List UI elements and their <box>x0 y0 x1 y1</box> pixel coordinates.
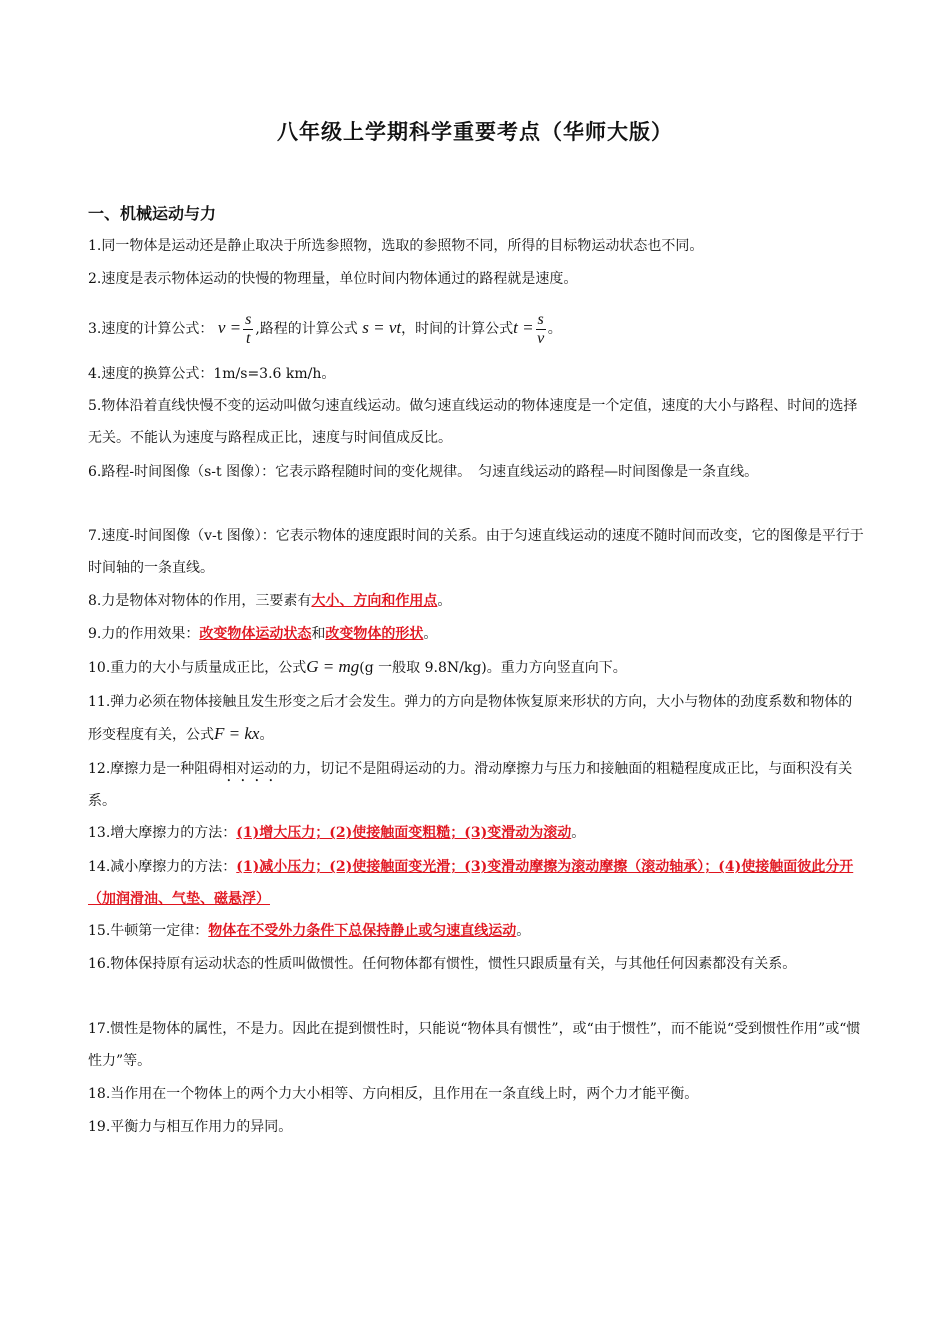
text-segment: 。 <box>516 923 531 939</box>
list-item <box>88 686 866 751</box>
list-item: 7.速度-时间图像（v-t 图像）：它表示物体的速度跟时间的关系。由于匀速直线运动的速度不随时间而改变，它的图像是平行于时间轴的一条直线。 <box>88 528 864 576</box>
section-heading: 一、机械运动与力 <box>88 204 217 223</box>
list-item: 4.速度的换算公式：1m/s=3.6 km/h。 <box>88 366 336 382</box>
formula: v = <box>217 318 242 337</box>
text-segment: 15.牛顿第一定律： <box>88 923 209 939</box>
list-item: 16.物体保持原有运动状态的性质叫做惯性。任何物体都有惯性，惯性只跟质量有关，与其他任何因素都没有关系。 <box>88 956 797 972</box>
formula: s = vt <box>362 318 402 337</box>
list-item <box>88 851 866 915</box>
text-segment: 12.摩擦力是一种阻碍 <box>88 761 223 777</box>
text-segment: 8.力是物体对物体的作用，三要素有 <box>88 593 312 609</box>
list-item: 19.平衡力与相互作用力的异同。 <box>88 1119 293 1135</box>
highlight-text: 大小、方向和作用点 <box>311 593 438 609</box>
formula: t = <box>513 318 534 337</box>
highlight-text: (1)增大压力；(2)使接触面变粗糙；(3)变滑动为滚动 <box>236 825 572 841</box>
list-item: 1.同一物体是运动还是静止取决于所选参照物，选取的参照物不同，所得的目标物运动状态也不同。 <box>88 238 704 254</box>
formula: F = kx <box>214 724 260 743</box>
highlight-text: (1)减小压力；(2)使接触面变光滑；(3)变滑动摩擦为滚动摩擦（滚动轴承）；(4)使接触面彼此分开（加润滑油、气垫、磁悬浮） <box>88 859 854 907</box>
list-item: 2.速度是表示物体运动的快慢的物理量，单位时间内物体通过的路程就是速度。 <box>88 271 578 287</box>
emphasis-text: 相对运动 <box>222 761 279 777</box>
text-segment: 14.减小摩擦力的方法： <box>88 859 237 875</box>
text-segment: 。 <box>547 321 562 337</box>
fraction-numerator: s <box>537 310 544 328</box>
text-segment: 。 <box>437 593 452 609</box>
highlight-text: 物体在不受外力条件下总保持静止或匀速直线运动 <box>208 923 517 939</box>
fraction-denominator: t <box>245 329 251 347</box>
list-item <box>88 651 866 684</box>
highlight-text: 改变物体的形状 <box>325 626 424 642</box>
formula: G = mg <box>306 657 360 676</box>
text-segment: (g 一般取 9.8N/kg)。重力方向竖直向下。 <box>359 660 627 676</box>
text-segment: 。 <box>259 727 274 743</box>
text-segment: 11.弹力必须在物体接触且发生形变之后才会发生。弹力的方向是物体恢复原来形状的方向，大小与物体的劲度系数和物体的形变程度有关，公式 <box>88 694 853 743</box>
text-segment: ,路程的计算公式 <box>255 321 358 337</box>
text-segment: 。 <box>571 825 586 841</box>
list-item <box>88 308 866 349</box>
list-item <box>88 585 866 617</box>
text-segment: 13.增大摩擦力的方法： <box>88 825 237 841</box>
list-item <box>88 915 866 947</box>
page-title: 八年级上学期科学重要考点（华师大版） <box>277 120 673 144</box>
text-segment: 3.速度的计算公式： <box>88 321 214 337</box>
highlight-text: 改变物体运动状态 <box>199 626 312 642</box>
text-segment: 9.力的作用效果： <box>88 626 200 642</box>
fraction <box>243 311 253 348</box>
list-item: 17.惯性是物体的属性，不是力。因此在提到惯性时，只能说“物体具有惯性”，或“由于惯性”，而不能说“受到惯性作用”或“惯性力”等。 <box>88 1021 861 1069</box>
fraction-numerator: s <box>245 310 252 328</box>
text-segment: 和 <box>311 626 326 642</box>
list-item: 5.物体沿着直线快慢不变的运动叫做匀速直线运动。做匀速直线运动的物体速度是一个定值，速度的大小与路程、时间的选择无关。不能认为速度与路程成正比，速度与时间值成反比。 <box>88 398 858 446</box>
text-segment: 的力，切记不是阻碍运动的力。滑动摩擦力与压力和接触面的粗糙程度成正比，与面积没有关系。 <box>88 761 853 809</box>
list-item: 18.当作用在一个物体上的两个力大小相等、方向相反，且作用在一条直线上时，两个力才能平衡。 <box>88 1086 699 1102</box>
fraction-denominator: v <box>537 329 545 347</box>
list-item <box>88 817 866 849</box>
text-segment: 。 <box>423 626 438 642</box>
list-item: 6.路程-时间图像（s-t 图像）：它表示路程随时间的变化规律。 匀速直线运动的路程—时间图像是一条直线。 <box>88 464 759 480</box>
text-segment: ，时间的计算公式 <box>401 321 514 337</box>
list-item <box>88 618 866 650</box>
list-item <box>88 753 866 817</box>
fraction <box>536 311 546 348</box>
text-segment: 10.重力的大小与质量成正比，公式 <box>88 660 307 676</box>
